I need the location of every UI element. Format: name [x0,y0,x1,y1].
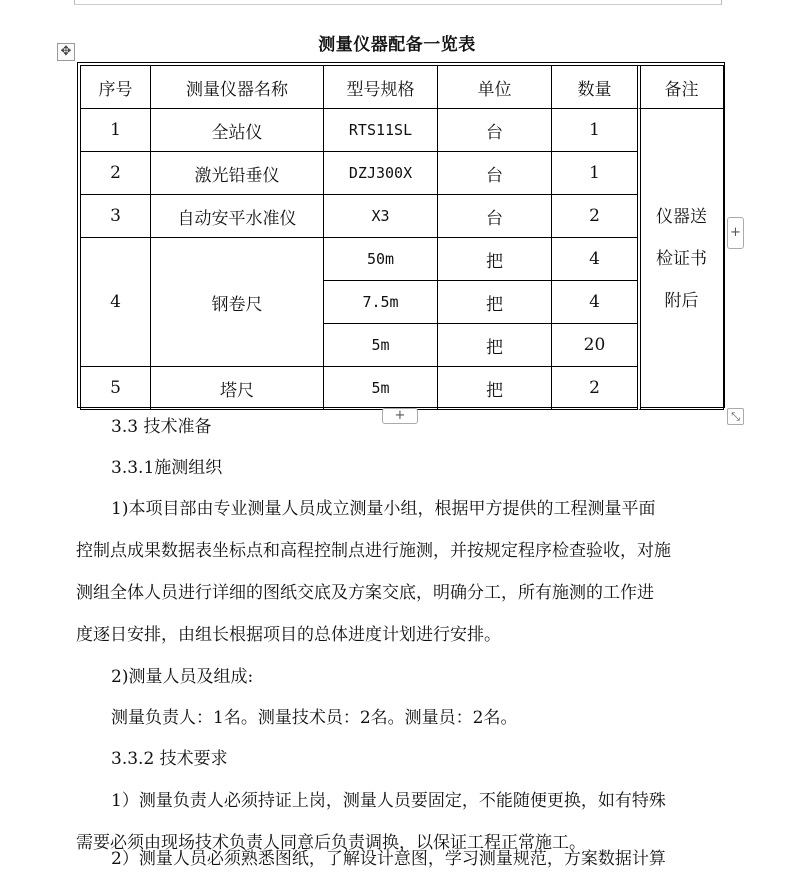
header-qty: 数量 [552,66,638,109]
table-row [81,152,724,195]
cell-model: RTS11SL [324,109,438,152]
header-model: 型号规格 [324,66,438,109]
table-row [81,195,724,238]
header-name: 测量仪器名称 [151,66,324,109]
cell-unit: 台 [438,109,552,152]
cell-qty: 20 [552,324,638,367]
cell-name: 自动安平水准仪 [151,195,324,238]
paragraph-line: 1）测量负责人必须持证上岗，测量人员要固定，不能随便更换，如有特殊 [111,791,666,811]
cell-name: 激光铅垂仪 [151,152,324,195]
cell-seq: 1 [81,109,151,152]
cell-qty: 2 [552,195,638,238]
add-column-button[interactable]: + [727,217,744,249]
paragraph-line-cut [76,849,720,879]
cell-qty: 1 [552,109,638,152]
cell-name: 钢卷尺 [151,238,324,367]
cell-model: 5m [324,324,438,367]
table-row [81,109,724,152]
header-unit: 单位 [438,66,552,109]
cell-seq: 4 [81,238,151,367]
cell-unit: 把 [438,238,552,281]
cell-name: 塔尺 [151,367,324,410]
cell-unit: 把 [438,367,552,410]
remark-line: 附后 [664,291,699,311]
cell-qty: 2 [552,367,638,410]
paragraph-line: 1)本项目部由专业测量人员成立测量小组，根据甲方提供的工程测量平面 [111,499,656,519]
cell-name: 全站仪 [151,109,324,152]
cell-qty: 4 [552,238,638,281]
cell-seq: 2 [81,152,151,195]
add-row-button[interactable]: + [382,408,418,424]
paragraph-line: 2）测量人员必须熟悉图纸，了解设计意图，学习测量规范，方案数据计算 [111,849,666,869]
section-heading-3-3: 3.3 技术准备 [111,417,212,437]
cell-unit: 台 [438,195,552,238]
remark-line: 仪器送 [656,207,707,227]
cell-seq: 3 [81,195,151,238]
cell-qty: 4 [552,281,638,324]
section-heading-3-3-2: 3.3.2 技术要求 [111,749,228,769]
cell-model: 50m [324,238,438,281]
cell-model: 7.5m [324,281,438,324]
paragraph-line: 控制点成果数据表坐标点和高程控制点进行施测，并按规定程序检查验收，对施 [76,541,671,561]
paragraph-line: 测量负责人：1名。测量技术员：2名。测量员：2名。 [111,708,518,728]
cell-model: X3 [324,195,438,238]
table-row [81,238,724,281]
header-remark: 备注 [638,66,724,109]
table-move-handle[interactable]: ✥ [57,43,75,61]
remark-line: 检证书 [656,249,707,269]
cell-seq: 5 [81,367,151,410]
cell-model: 5m [324,367,438,410]
paragraph-line: 度逐日安排，由组长根据项目的总体进度计划进行安排。 [76,625,501,645]
cell-model: DZJ300X [324,152,438,195]
table-resize-handle[interactable]: ⤡ [727,408,744,425]
cell-unit: 台 [438,152,552,195]
paragraph-line: 2)测量人员及组成: [111,667,254,687]
equipment-table [80,65,724,410]
paragraph-line: 需要必须由现场技术负责人同意后负责调换，以保证工程正常施工。 [76,833,586,853]
section-heading-3-3-1: 3.3.1施测组织 [111,458,223,478]
cell-qty: 1 [552,152,638,195]
page-edge [74,0,722,5]
table-header-row [81,66,724,109]
cell-remark [638,109,724,410]
paragraph-line: 测组全体人员进行详细的图纸交底及方案交底，明确分工，所有施测的工作进 [76,583,654,603]
table-title: 测量仪器配备一览表 [318,35,476,55]
cell-unit: 把 [438,281,552,324]
header-seq: 序号 [81,66,151,109]
cell-unit: 把 [438,324,552,367]
table-row [81,367,724,410]
